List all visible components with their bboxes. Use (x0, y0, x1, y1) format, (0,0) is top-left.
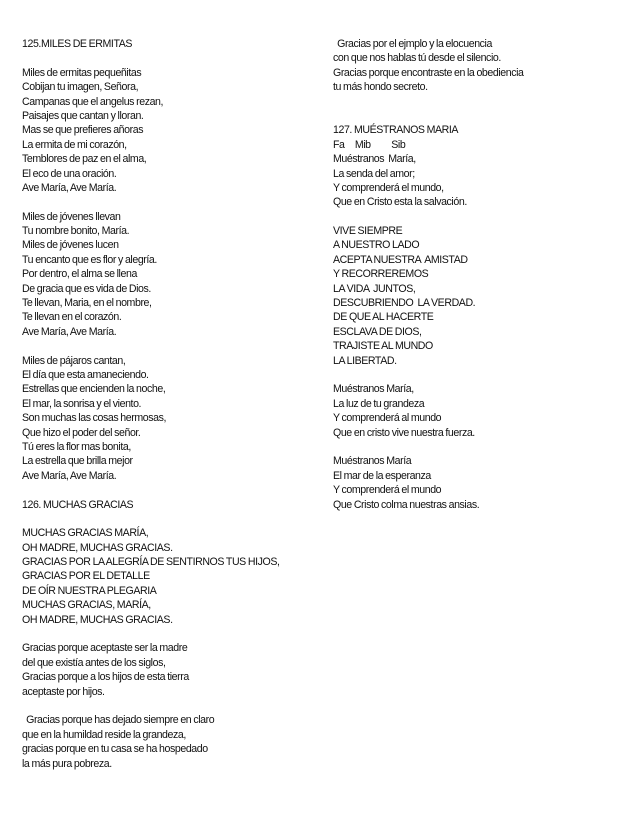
right-column-line: Y comprenderá al mundo (333, 412, 442, 425)
right-column-line: La luz de tu grandeza (333, 397, 425, 410)
left-column-line: aceptaste por hijos. (22, 685, 105, 698)
left-column-line: De gracia que es vida de Dios. (22, 282, 151, 295)
left-column-line: 126. MUCHAS GRACIAS (22, 498, 134, 511)
left-column-line: gracias porque en tu casa se ha hospedado (22, 743, 208, 756)
left-column-line: Tu nombre bonito, María. (22, 225, 130, 238)
left-column-line: MUCHAS GRACIAS, MARÍA, (22, 599, 151, 612)
left-column-line: Te llevan, Maria, en el nombre, (22, 297, 152, 310)
right-column-line: Muéstranos María, (333, 383, 414, 396)
left-column-line: Por dentro, el alma se llena (22, 268, 137, 281)
right-column-line: Y RECORREREMOS (333, 268, 429, 281)
right-column-line: con que nos hablas tú desde el silencio. (333, 52, 501, 65)
right-column-line: tu más hondo secreto. (333, 81, 428, 94)
right-column-line: A NUESTRO LADO (333, 239, 420, 252)
right-column-line: Que en cristo vive nuestra fuerza. (333, 426, 475, 439)
left-column-line: Son muchas las cosas hermosas, (22, 412, 166, 425)
left-column-line: GRACIAS POR LA ALEGRÍA DE SENTIRNOS TUS HIJOS, (22, 556, 280, 569)
right-column-line: Y comprenderá el mundo, (333, 181, 444, 194)
left-column-line: Gracias porque has dejado siempre en claro (22, 714, 215, 727)
left-column-line (22, 483, 301, 497)
left-column-line: Temblores de paz en el alma, (22, 153, 147, 166)
right-column-line: ESCLAVA DE DIOS, (333, 325, 422, 338)
left-column-line: Miles de ermitas pequeñitas (22, 66, 142, 79)
left-column-line (22, 195, 301, 209)
left-column-line: OH MADRE, MUCHAS GRACIAS. (22, 613, 173, 626)
left-column-line: Miles de jóvenes lucen (22, 239, 119, 252)
left-column-line: El eco de una oración. (22, 167, 117, 180)
left-column-line: Ave María, Ave María. (22, 325, 117, 338)
right-column-line: Fa Mib Sib (333, 138, 406, 151)
left-column-line: La estrella que brilla mejor (22, 455, 133, 468)
right-column-line: Muéstranos María (333, 455, 412, 468)
right-column-line: El mar de la esperanza (333, 469, 431, 482)
right-column-line: Gracias por el ejmplo y la elocuencia (333, 38, 492, 50)
left-column-line: Ave María, Ave María. (22, 181, 117, 194)
left-column-line (22, 512, 301, 526)
left-column-line (22, 699, 301, 713)
left-column-line: El mar, la sonrisa y el viento. (22, 397, 142, 410)
left-column-line: Que hizo el poder del señor. (22, 426, 141, 439)
right-column-line: ACEPTA NUESTRA AMISTAD (333, 253, 468, 266)
right-column-line (333, 440, 603, 454)
left-column-line: Gracias porque a los hijos de esta tierra (22, 671, 189, 684)
right-column-line: LA LIBERTAD. (333, 354, 397, 367)
right-column-line (333, 368, 603, 382)
right-column-line: DE QUE AL HACERTE (333, 311, 434, 324)
left-column-line: Tu encanto que es flor y alegría. (22, 253, 157, 266)
left-column-line: Paisajes que cantan y lloran. (22, 109, 144, 122)
right-column-line: Gracias porque encontraste en la obediencia (333, 66, 524, 79)
left-column-line: DE OÍR NUESTRA PLEGARIA (22, 584, 157, 597)
right-column-line: La senda del amor; (333, 167, 415, 180)
left-column-line: 125.MILES DE ERMITAS (22, 38, 133, 50)
left-column-line: la más pura pobreza. (22, 757, 112, 770)
right-column-line (333, 109, 603, 123)
left-column-line: del que existía antes de los siglos, (22, 656, 166, 669)
right-column-line (333, 210, 603, 224)
right-column-line: VIVE SIEMPRE (333, 225, 403, 238)
left-column-line: Gracias porque aceptaste ser la madre (22, 642, 188, 655)
right-column-line: Que Cristo colma nuestras ansias. (333, 498, 480, 511)
right-column-line: Muéstranos María, (333, 153, 416, 166)
left-column-line: Estrellas que encienden la noche, (22, 383, 166, 396)
left-column (22, 37, 322, 771)
right-column (333, 37, 623, 512)
left-column-line: Miles de jóvenes llevan (22, 210, 121, 223)
left-column-line: Mas se que prefieres añoras (22, 124, 144, 137)
left-column-line: Campanas que el angelus rezan, (22, 95, 164, 108)
left-column-line (22, 339, 301, 353)
left-column-line: Ave María, Ave María. (22, 469, 117, 482)
left-column-line (22, 627, 301, 641)
left-column-line: El día que esta amaneciendo. (22, 368, 149, 381)
left-column-line (22, 51, 301, 65)
right-column-line (333, 95, 603, 109)
right-column-line: LA VIDA JUNTOS, (333, 282, 416, 295)
left-column-line: Te llevan en el corazón. (22, 311, 122, 324)
right-column-line: Que en Cristo esta la salvación. (333, 196, 467, 209)
left-column-line: Tú eres la flor mas bonita, (22, 440, 131, 453)
left-column-line: que en la humildad reside la grandeza, (22, 728, 186, 741)
left-column-line: OH MADRE, MUCHAS GRACIAS. (22, 541, 173, 554)
left-column-line: La ermita de mi corazón, (22, 138, 127, 151)
right-column-line: 127. MUÉSTRANOS MARIA (333, 124, 459, 137)
right-column-line: DESCUBRIENDO LA VERDAD. (333, 297, 476, 310)
left-column-line: Miles de pájaros cantan, (22, 354, 126, 367)
left-column-line: Cobijan tu imagen, Señora, (22, 81, 139, 94)
right-column-line: Y comprenderá el mundo (333, 484, 442, 497)
right-column-line: TRAJISTE AL MUNDO (333, 340, 433, 353)
left-column-line: GRACIAS POR EL DETALLE (22, 570, 150, 583)
left-column-line: MUCHAS GRACIAS MARÍA, (22, 527, 149, 540)
